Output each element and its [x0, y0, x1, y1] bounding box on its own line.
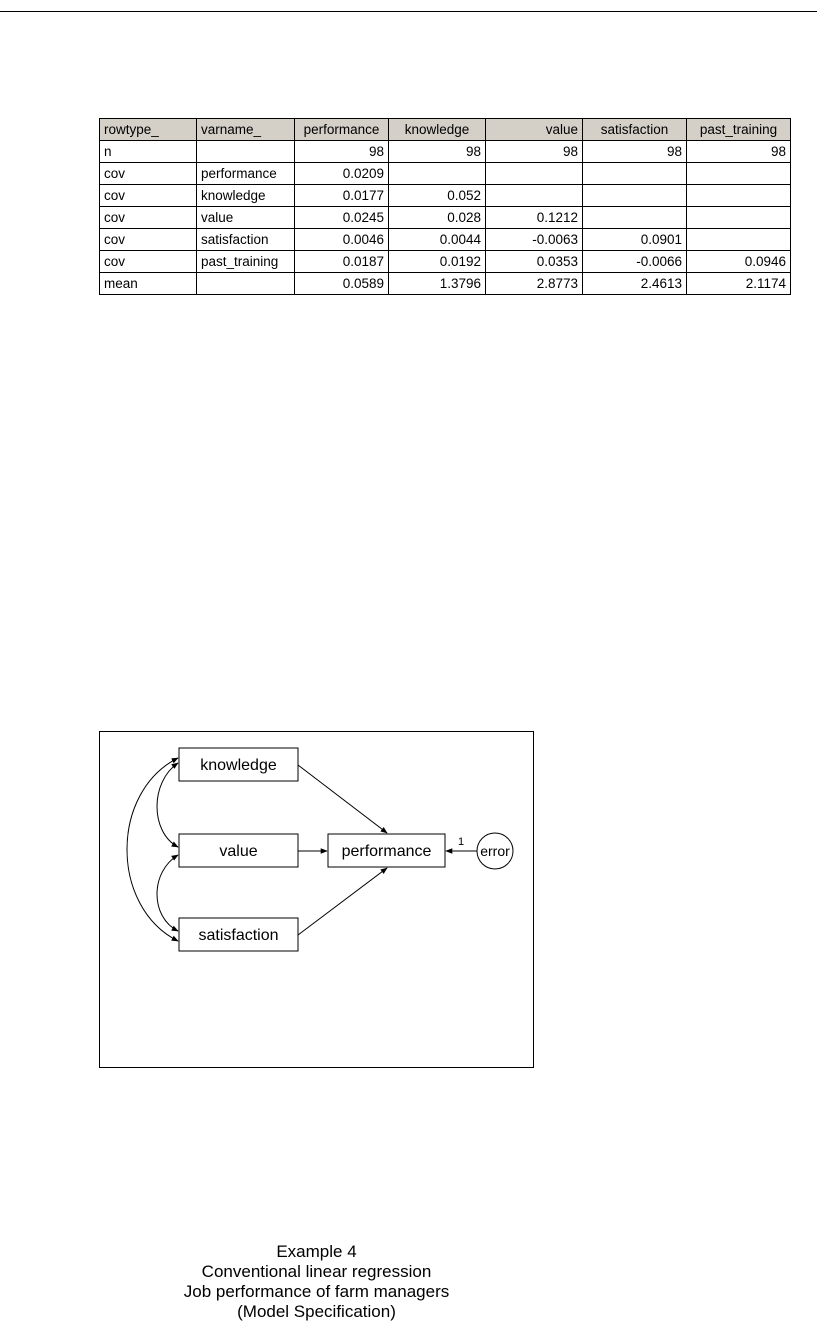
table-cell[interactable]: -0.0066 [583, 251, 687, 273]
knowledge-label: knowledge [200, 757, 277, 774]
table-cell[interactable]: mean [100, 273, 197, 295]
table-cell[interactable]: 2.1174 [687, 273, 791, 295]
table-cell[interactable]: 0.0046 [295, 229, 389, 251]
error-label: error [480, 843, 510, 859]
table-cell[interactable]: cov [100, 185, 197, 207]
table-cell[interactable]: performance [197, 163, 295, 185]
cov-knowledge-satisfaction [127, 758, 178, 941]
col-header[interactable]: knowledge [389, 119, 486, 141]
path-diagram [99, 731, 534, 1321]
table-cell[interactable]: 98 [295, 141, 389, 163]
path-knowledge-performance [298, 765, 387, 833]
col-header[interactable]: rowtype_ [100, 119, 197, 141]
table-cell[interactable]: n [100, 141, 197, 163]
table-cell[interactable]: 2.8773 [486, 273, 583, 295]
table-cell[interactable] [486, 163, 583, 185]
cov-value-satisfaction [157, 855, 178, 931]
table-cell[interactable]: 0.0187 [295, 251, 389, 273]
table-cell[interactable] [687, 185, 791, 207]
path-diagram-canvas [100, 732, 533, 1067]
table-cell[interactable] [197, 141, 295, 163]
col-header[interactable]: varname_ [197, 119, 295, 141]
table-cell[interactable]: 0.0209 [295, 163, 389, 185]
table-cell[interactable]: cov [100, 251, 197, 273]
col-header[interactable]: satisfaction [583, 119, 687, 141]
caption-line-3: Job performance of farm managers [183, 1282, 450, 1301]
table-cell[interactable]: knowledge [197, 185, 295, 207]
table-cell[interactable]: 0.0192 [389, 251, 486, 273]
table-row [100, 251, 791, 273]
table-cell[interactable]: 98 [389, 141, 486, 163]
table-cell[interactable]: 0.028 [389, 207, 486, 229]
table-row [100, 185, 791, 207]
table-cell[interactable]: 0.0353 [486, 251, 583, 273]
table-cell[interactable] [687, 229, 791, 251]
table-cell[interactable]: 98 [486, 141, 583, 163]
table-cell[interactable]: cov [100, 229, 197, 251]
table-cell[interactable]: past_training [197, 251, 295, 273]
table-cell[interactable]: 2.4613 [583, 273, 687, 295]
table-cell[interactable]: 0.0589 [295, 273, 389, 295]
table-cell[interactable]: 0.0946 [687, 251, 791, 273]
table-cell[interactable]: cov [100, 207, 197, 229]
path-satisfaction-performance [298, 868, 387, 935]
cov-knowledge-value [157, 763, 178, 847]
table-row [100, 273, 791, 295]
table-row [100, 207, 791, 229]
table-cell[interactable]: 0.0245 [295, 207, 389, 229]
table-row [100, 229, 791, 251]
table-cell[interactable]: 98 [583, 141, 687, 163]
table-cell[interactable]: 0.052 [389, 185, 486, 207]
performance-label: performance [341, 843, 432, 860]
top-rule [0, 11, 817, 12]
table-cell[interactable]: 0.1212 [486, 207, 583, 229]
table-cell[interactable]: satisfaction [197, 229, 295, 251]
table-cell[interactable] [583, 207, 687, 229]
table-cell[interactable]: 0.0901 [583, 229, 687, 251]
table-cell[interactable] [583, 185, 687, 207]
col-header[interactable]: value [486, 119, 583, 141]
satisfaction-label: satisfaction [198, 927, 279, 944]
value-label: value [219, 843, 258, 860]
col-header[interactable]: performance [295, 119, 389, 141]
table-row [100, 163, 791, 185]
data-grid [99, 118, 791, 295]
header-row [100, 119, 791, 141]
diagram-caption [100, 1242, 533, 1322]
table-cell[interactable]: 1.3796 [389, 273, 486, 295]
table-row [100, 141, 791, 163]
table-cell[interactable]: 0.0177 [295, 185, 389, 207]
table-cell[interactable] [389, 163, 486, 185]
caption-line-2: Conventional linear regression [201, 1262, 432, 1281]
table-cell[interactable] [486, 185, 583, 207]
table-cell[interactable]: 0.0044 [389, 229, 486, 251]
table-cell[interactable] [687, 207, 791, 229]
table-cell[interactable]: -0.0063 [486, 229, 583, 251]
table-cell[interactable] [583, 163, 687, 185]
caption-line-4: (Model Specification) [237, 1302, 396, 1321]
table-cell[interactable]: value [197, 207, 295, 229]
table-cell[interactable] [687, 163, 791, 185]
table-cell[interactable] [197, 273, 295, 295]
table-cell[interactable]: 98 [687, 141, 791, 163]
table-cell[interactable]: cov [100, 163, 197, 185]
error-weight-label: 1 [457, 836, 465, 848]
col-header[interactable]: past_training [687, 119, 791, 141]
caption-line-1: Example 4 [276, 1242, 357, 1261]
